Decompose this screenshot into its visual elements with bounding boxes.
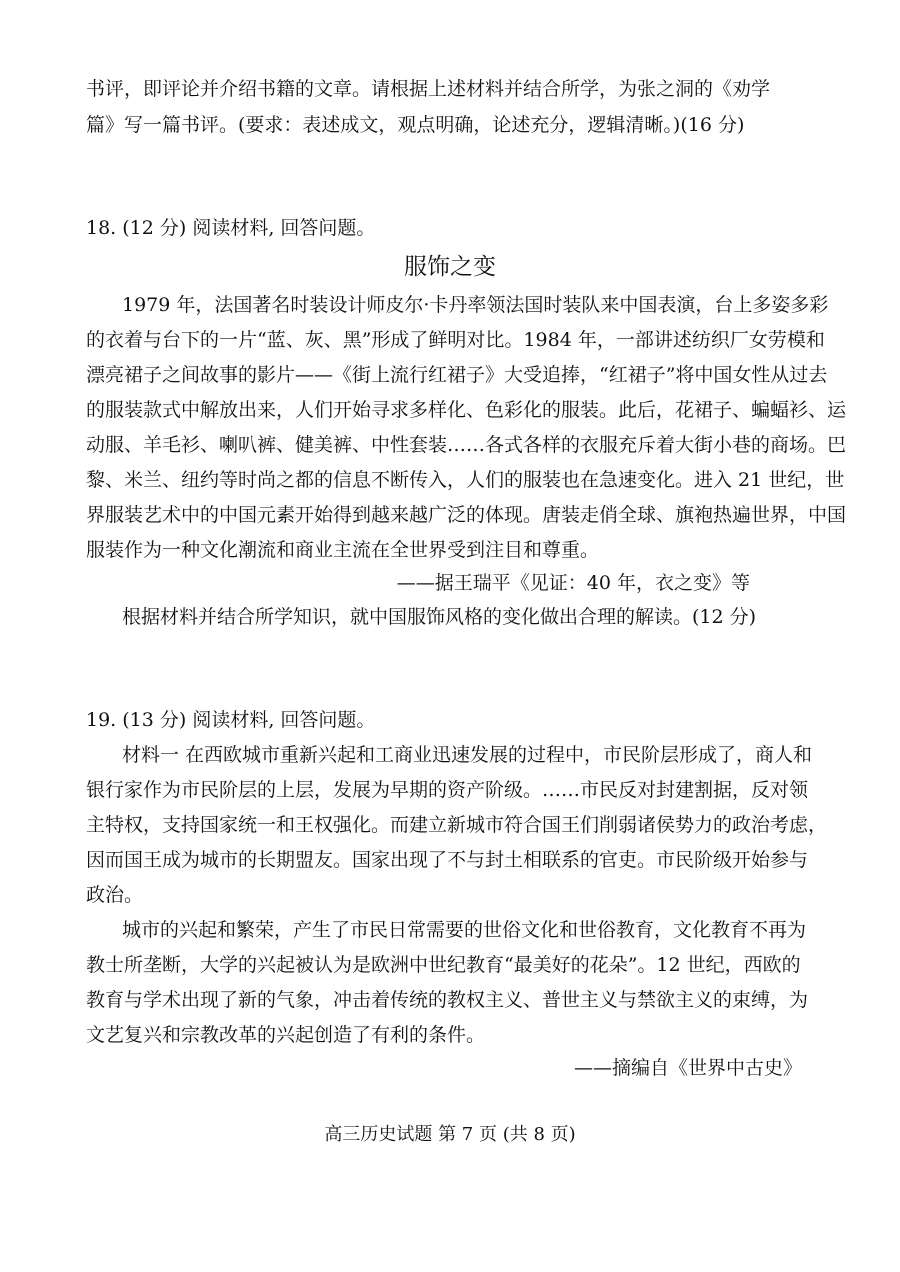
q18-question: 根据材料并结合所学知识，就中国服饰风格的变化做出合理的解读。(12 分) bbox=[122, 606, 757, 628]
q19-para2-line: 教士所垄断，大学的兴起被认为是欧洲中世纪教育“最美好的花朵”。12 世纪，西欧的 bbox=[86, 954, 801, 976]
q19-para1-line: 银行家作为市民阶层的上层，发展为早期的资产阶级。……市民反对封建割据，反对领 bbox=[86, 779, 809, 801]
q18-title: 服饰之变 bbox=[404, 254, 496, 280]
q18-para-line: 1979 年，法国著名时装设计师皮尔·卡丹率领法国时装队来中国表演，台上多姿多彩 bbox=[122, 294, 829, 316]
q19-para1-line: 主特权，支持国家统一和王权强化。而建立新城市符合国王们削弱诸侯势力的政治考虑， bbox=[86, 814, 828, 836]
q18-para-line: 界服装艺术中的中国元素开始得到越来越广泛的体现。唐装走俏全球、旗袍热遍世界，中国 bbox=[86, 504, 847, 526]
page-footer: 高三历史试题 第 7 页 (共 8 页) bbox=[324, 1124, 576, 1145]
q17-line-2: 篇》写一篇书评。(要求：表述成文，观点明确，论述充分，逻辑清晰。)(16 分) bbox=[86, 114, 745, 136]
q19-para2-line: 城市的兴起和繁荣，产生了市民日常需要的世俗文化和世俗教育，文化教育不再为 bbox=[122, 919, 807, 941]
q18-para-line: 漂亮裙子之间故事的影片——《街上流行红裙子》大受追捧，“红裙子”将中国女性从过去 bbox=[86, 364, 828, 386]
q18-para-line: 的服装款式中解放出来，人们开始寻求多样化、色彩化的服装。此后，花裙子、蝙蝠衫、运 bbox=[86, 399, 847, 421]
q19-source: ——摘编自《世界中古史》 bbox=[573, 1057, 802, 1079]
q18-para-line: 黎、米兰、纽约等时尚之都的信息不断传入，人们的服装也在急速变化。进入 21 世纪，世 bbox=[86, 469, 845, 491]
q19-para2-line: 教育与学术出现了新的气象，冲击着传统的教权主义、普世主义与禁欲主义的束缚，为 bbox=[86, 989, 809, 1011]
q18-source: ——据王瑞平《见证：40 年，衣之变》等 bbox=[396, 572, 750, 594]
q19-heading: 19. (13 分) 阅读材料, 回答问题。 bbox=[86, 709, 376, 731]
q19-para2-line: 文艺复兴和宗教改革的兴起创造了有利的条件。 bbox=[86, 1024, 486, 1046]
q19-para1-line: 政治。 bbox=[86, 884, 144, 906]
q18-para-line: 的衣着与台下的一片“蓝、灰、黑”形成了鲜明对比。1984 年，一部讲述纺织厂女劳模和 bbox=[86, 329, 825, 351]
q17-line-1: 书评，即评论并介绍书籍的文章。请根据上述材料并结合所学，为张之洞的《劝学 bbox=[86, 78, 771, 100]
q19-para1-line: 材料一 在西欧城市重新兴起和工商业迅速发展的过程中，市民阶层形成了，商人和 bbox=[122, 744, 813, 766]
q18-para-line: 动服、羊毛衫、喇叭裤、健美裤、中性套装……各式各样的衣服充斥着大街小巷的商场。巴 bbox=[86, 434, 847, 456]
q19-para1-line: 因而国王成为城市的长期盟友。国家出现了不与封土相联系的官吏。市民阶级开始参与 bbox=[86, 849, 809, 871]
q18-heading: 18. (12 分) 阅读材料, 回答问题。 bbox=[86, 217, 376, 239]
q18-para-line: 服装作为一种文化潮流和商业主流在全世界受到注目和尊重。 bbox=[86, 539, 600, 561]
